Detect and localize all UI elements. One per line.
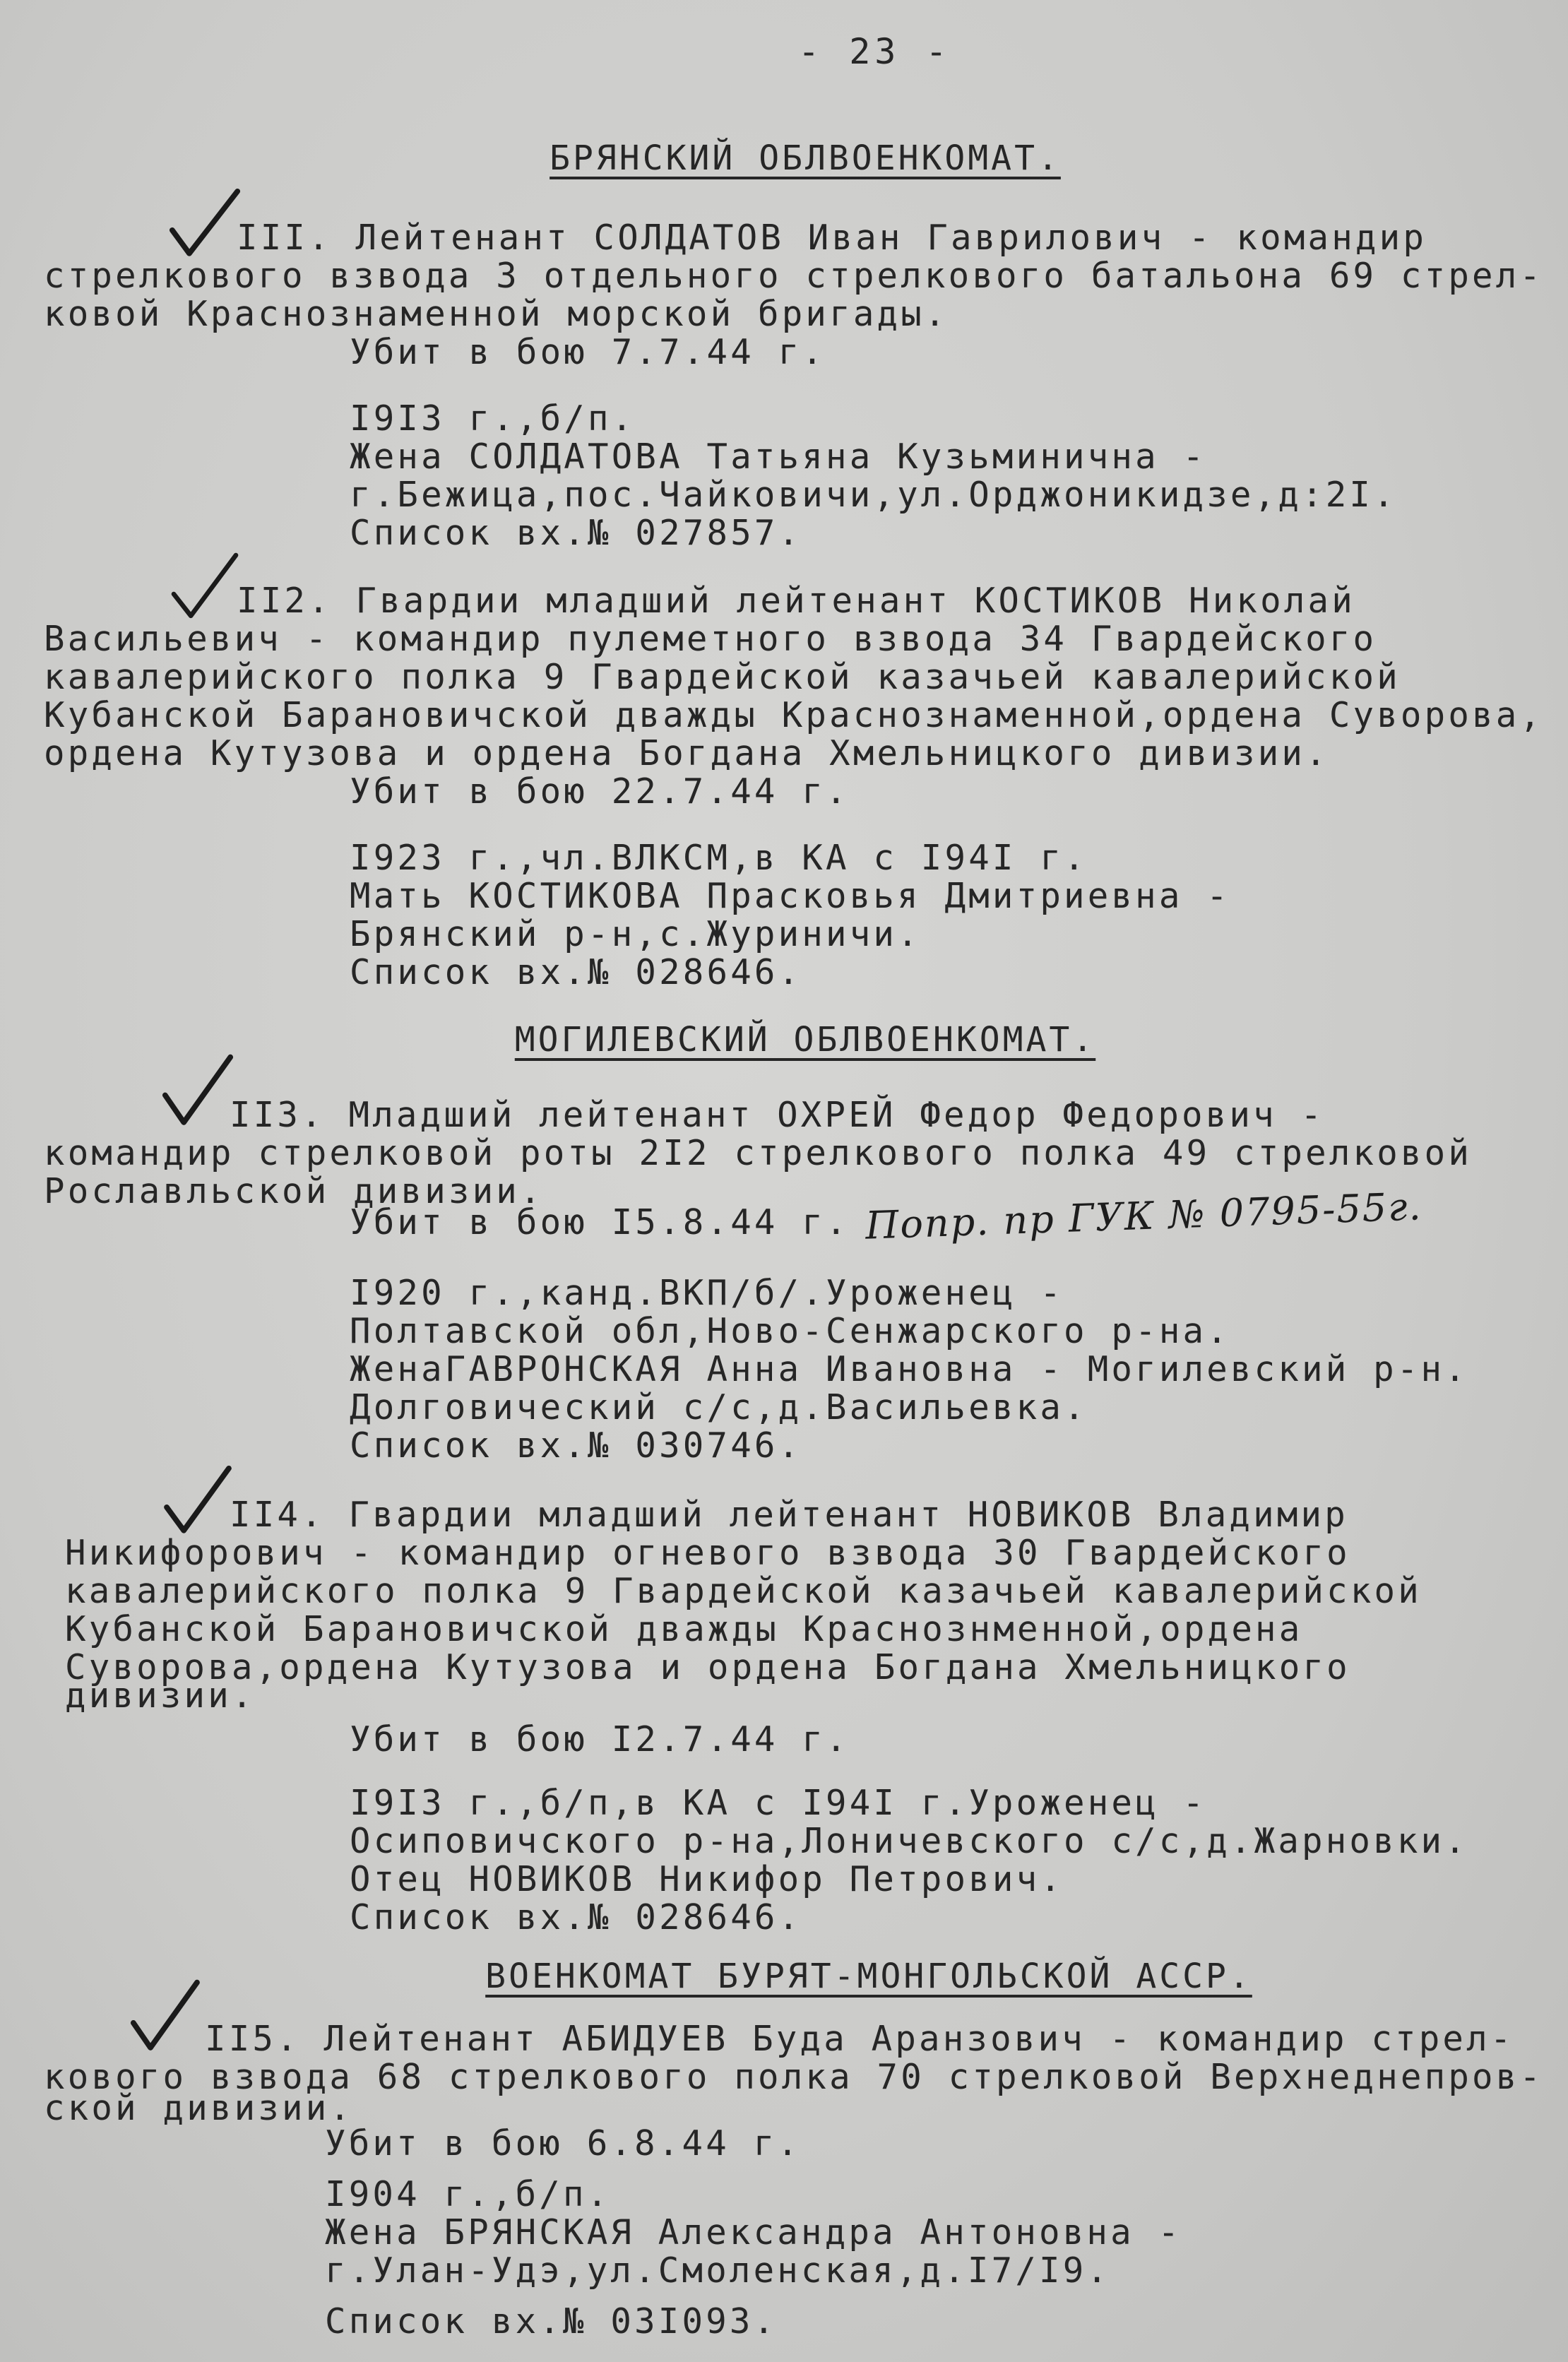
checkmark-icon — [166, 185, 244, 263]
entry-114-detail: I9I3 г.,б/п,в КА с I94I г.Уроженец - — [350, 1783, 1207, 1823]
entry-112-line: Кубанской Барановичской дважды Краснознаменной,ордена Суворова, — [44, 695, 1544, 735]
entry-111-detail: I9I3 г.,б/п. — [350, 398, 636, 439]
checkmark-icon — [159, 1462, 237, 1540]
entry-112-detail: I923 г.,чл.ВЛКСМ,в КА с I94I г. — [350, 838, 1088, 878]
page-number: - 23 - — [798, 31, 951, 72]
entry-114-detail: Осиповичского р-на,Лоничевского с/с,д.Жарновки. — [350, 1821, 1468, 1861]
entry-115-line: II5. Лейтенант АБИДУЕВ Буда Аранзович - командир стрел- — [205, 2019, 1514, 2059]
entry-113-detail: Полтавской обл,Ново-Сенжарского р-на. — [350, 1311, 1230, 1351]
entry-113-detail: I920 г.,канд.ВКП/б/.Уроженец - — [350, 1273, 1064, 1313]
entry-112-detail: Список вх.№ 028646. — [350, 952, 802, 992]
entry-113-detail: ЖенаГАВРОНСКАЯ Анна Ивановна - Могилевский р-н. — [350, 1349, 1468, 1389]
checkmark-icon — [127, 1978, 205, 2055]
section-heading-bryansk: БРЯНСКИЙ ОБЛВОЕНКОМАТ. — [550, 138, 1061, 178]
entry-113-detail: Список вх.№ 030746. — [350, 1425, 802, 1466]
entry-114-line: II4. Гвардии младший лейтенант НОВИКОВ Владимир — [230, 1495, 1348, 1535]
entry-115-line: ской дивизии. — [44, 2088, 354, 2128]
entry-114-line: Суворова,ордена Кутузова и ордена Богдана Хмельницкого — [65, 1647, 1350, 1687]
entry-114-killed: Убит в бою I2.7.44 г. — [350, 1719, 850, 1759]
entry-114-detail: Отец НОВИКОВ Никифор Петрович. — [350, 1859, 1064, 1899]
entry-115-detail: Жена БРЯНСКАЯ Александра Антоновна - — [325, 2212, 1182, 2253]
entry-111-line: стрелкового взвода 3 отдельного стрелкового батальона 69 стрел- — [44, 256, 1544, 296]
section-heading-mogilev: МОГИЛЕВСКИЙ ОБЛВОЕНКОМАТ. — [514, 1020, 1096, 1060]
entry-112-detail: Мать КОСТИКОВА Прасковья Дмитриевна - — [350, 876, 1230, 916]
entry-111-detail: Список вх.№ 027857. — [350, 513, 802, 553]
entry-115-detail: Список вх.№ 03I093. — [325, 2301, 778, 2342]
entry-115-detail: г.Улан-Удэ,ул.Смоленская,д.I7/I9. — [325, 2250, 1111, 2291]
entry-113-killed: Убит в бою I5.8.44 г. — [350, 1202, 850, 1242]
entry-112-line: II2. Гвардии младший лейтенант КОСТИКОВ Николай — [237, 581, 1355, 621]
section-heading-buryat-mongol: ВОЕНКОМАТ БУРЯТ-МОНГОЛЬСКОЙ АССР. — [485, 1957, 1252, 1996]
entry-111-killed: Убит в бою 7.7.44 г. — [350, 332, 826, 372]
entry-111-line: ковой Краснознаменной морской бригады. — [44, 294, 949, 334]
entry-115-killed: Убит в бою 6.8.44 г. — [325, 2123, 802, 2164]
entry-111-line: III. Лейтенант СОЛДАТОВ Иван Гаврилович - командир — [237, 218, 1427, 258]
entry-111-detail: Жена СОЛДАТОВА Татьяна Кузьминична - — [350, 437, 1207, 477]
entry-113-line: командир стрелковой роты 2I2 стрелкового полка 49 стрелковой — [44, 1133, 1473, 1173]
entry-114-line: дивизии. — [65, 1675, 256, 1716]
entry-114-detail: Список вх.№ 028646. — [350, 1897, 802, 1937]
entry-113-line: II3. Младший лейтенант ОХРЕЙ Федор Федорович - — [230, 1095, 1325, 1135]
entry-112-line: кавалерийского полка 9 Гвардейской казачьей кавалерийской — [44, 657, 1401, 697]
entry-112-detail: Брянский р-н,с.Журиничи. — [350, 914, 921, 954]
entry-113-line: Рославльской дивизии. — [44, 1171, 544, 1211]
entry-113-detail: Долговичеcкий с/с,д.Васильевка. — [350, 1387, 1088, 1428]
entry-115-line: кового взвода 68 стрелкового полка 70 стрелковой Верхнеднепров- — [44, 2057, 1544, 2097]
checkmark-icon — [159, 1052, 237, 1130]
entry-114-line: кавалерийского полка 9 Гвардейской казачьей кавалерийской — [65, 1571, 1422, 1611]
entry-114-line: Кубанской Барановичской дважды Краснознменной,ордена — [65, 1609, 1303, 1649]
entry-115-detail: I904 г.,б/п. — [325, 2174, 611, 2214]
entry-112-killed: Убит в бою 22.7.44 г. — [350, 771, 850, 812]
entry-112-line: ордена Кутузова и ордена Богдана Хмельницкого дивизии. — [44, 733, 1329, 773]
handwritten-note: Попр. пр ГУК № 0795-55г. — [865, 1184, 1423, 1248]
checkmark-icon — [166, 547, 244, 625]
entry-112-line: Васильевич - командир пулеметного взвода 34 Гвардейского — [44, 619, 1377, 659]
entry-114-line: Никифорович - командир огневого взвода 30 Гвардейского — [65, 1533, 1350, 1573]
entry-111-detail: г.Бежица,пос.Чайковичи,ул.Орджоникидзе,д:2I. — [350, 475, 1397, 515]
